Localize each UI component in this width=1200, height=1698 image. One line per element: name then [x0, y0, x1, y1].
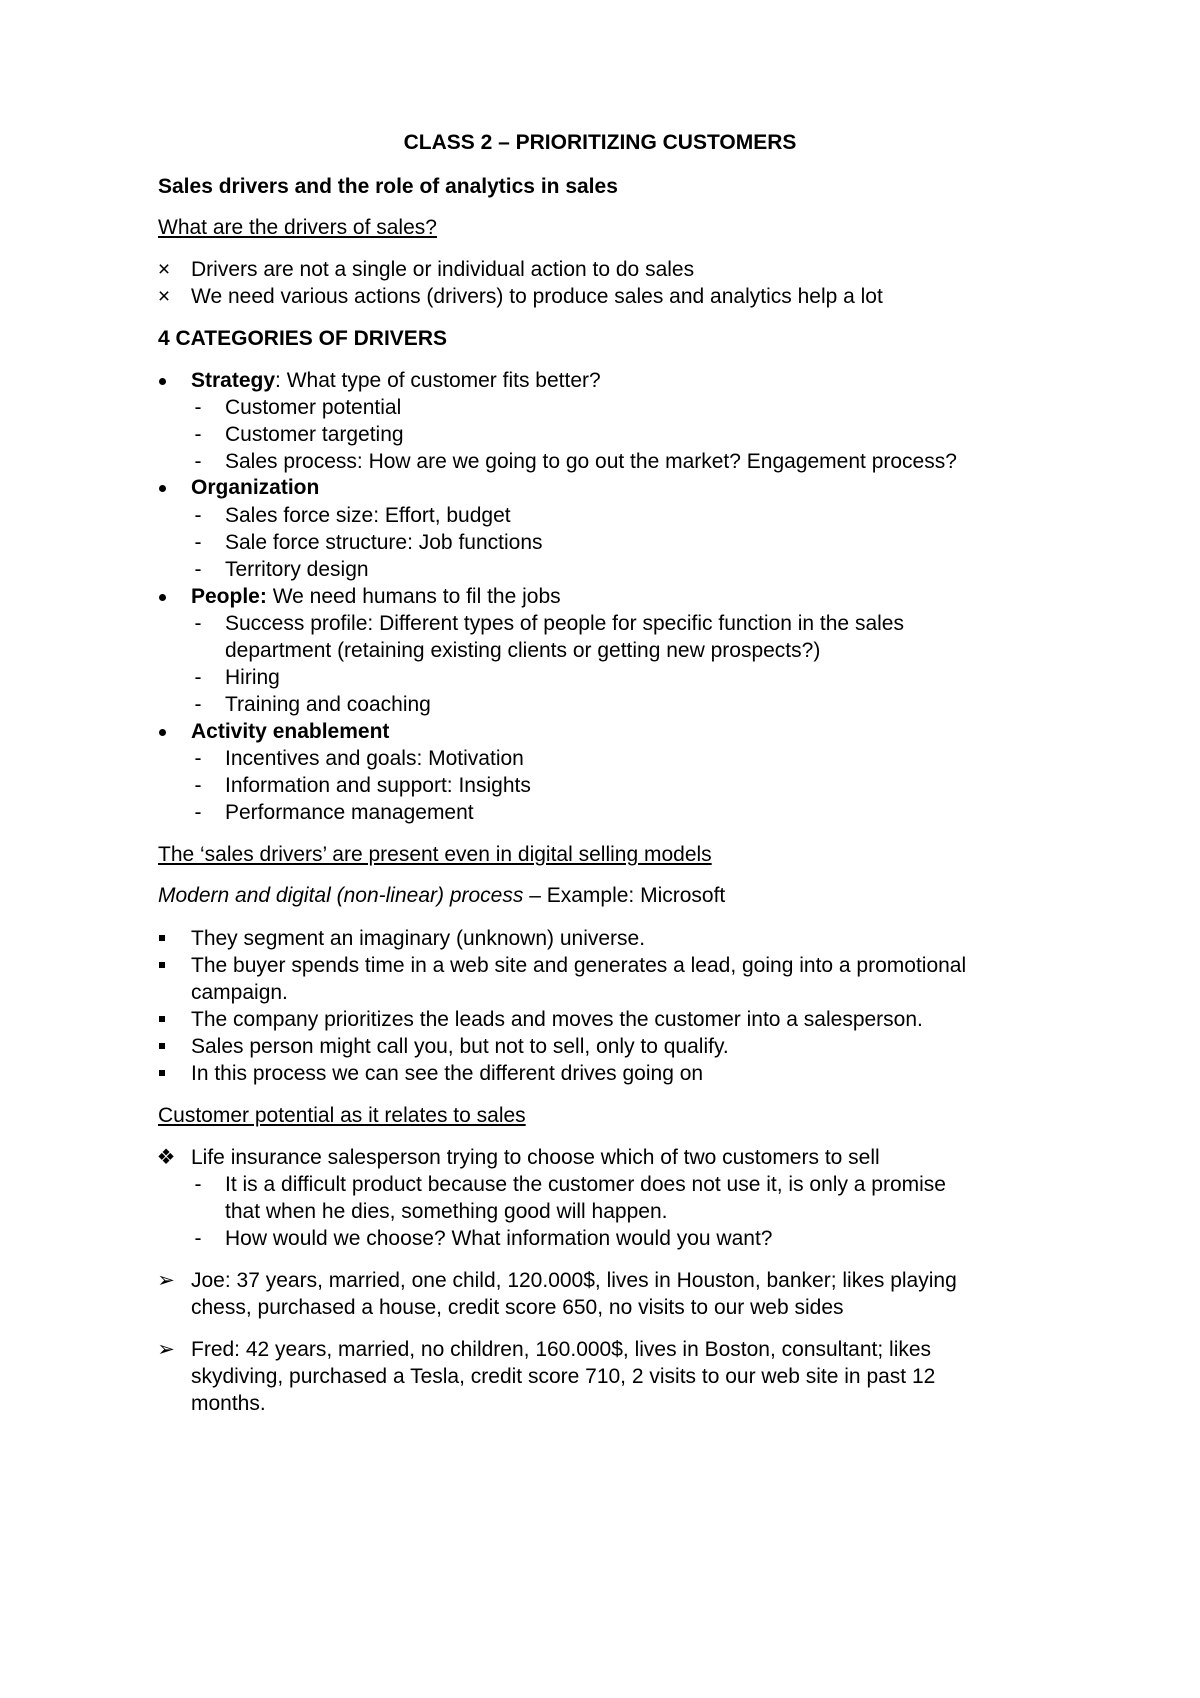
example-process: Modern and digital (non-linear) process — [158, 884, 524, 907]
dash-icon: - — [194, 1173, 202, 1196]
example-line — [158, 884, 725, 908]
round-bullet-icon — [159, 378, 166, 385]
x-bullet-icon: × — [157, 258, 171, 281]
section-heading-categories: 4 CATEGORIES OF DRIVERS — [158, 327, 447, 350]
sub-item: Performance management — [225, 801, 474, 824]
category-description: We need humans to fil the jobs — [266, 585, 561, 608]
dash-icon: - — [194, 612, 202, 635]
round-bullet-icon — [159, 594, 166, 601]
sub-item: Customer targeting — [225, 423, 404, 446]
sub-item: Information and support: Insights — [225, 774, 531, 797]
dash-icon: - — [194, 504, 202, 527]
example-company: – Example: Microsoft — [523, 884, 726, 907]
question-drivers-of-sales: What are the drivers of sales? — [158, 216, 437, 239]
customer-fred-continued: skydiving, purchased a Tesla, credit score 710, 2 visits to our web site in past 12 — [191, 1365, 936, 1388]
sub-item-continued: that when he dies, something good will happen. — [225, 1200, 668, 1223]
round-bullet-icon — [159, 729, 166, 736]
category-label: Strategy — [191, 369, 276, 392]
diamond-bullet-icon: ❖ — [156, 1146, 176, 1169]
list-item: Drivers are not a single or individual action to do sales — [191, 258, 695, 281]
dash-icon: - — [194, 774, 202, 797]
dash-icon: - — [194, 801, 202, 824]
sub-item: Sale force structure: Job functions — [225, 531, 543, 554]
customer-joe: Joe: 37 years, married, one child, 120.000$, lives in Houston, banker; likes playing — [191, 1269, 957, 1292]
page-title: CLASS 2 – PRIORITIZING CUSTOMERS — [403, 131, 797, 154]
section-heading-sales-drivers: Sales drivers and the role of analytics in sales — [158, 175, 618, 198]
customer-fred-continued: months. — [191, 1392, 266, 1415]
dash-icon: - — [194, 693, 202, 716]
dash-icon: - — [194, 747, 202, 770]
sub-item: It is a difficult product because the customer does not use it, is only a promise — [225, 1173, 946, 1196]
sub-item-continued: department (retaining existing clients or getting new prospects?) — [225, 639, 821, 662]
category-description: : What type of customer fits better? — [275, 369, 601, 392]
category-people — [191, 585, 561, 609]
dash-icon: - — [194, 1227, 202, 1250]
category-strategy — [191, 369, 601, 393]
list-item-continued: campaign. — [191, 981, 288, 1004]
list-item: We need various actions (drivers) to produce sales and analytics help a lot — [191, 285, 883, 308]
subheading-customer-potential: Customer potential as it relates to sales — [158, 1104, 526, 1127]
dash-icon: - — [194, 423, 202, 446]
dash-icon: - — [194, 450, 202, 473]
customer-fred: Fred: 42 years, married, no children, 160.000$, lives in Boston, consultant; likes — [191, 1338, 932, 1361]
x-bullet-icon: × — [157, 285, 171, 308]
sub-item: Sales force size: Effort, budget — [225, 504, 511, 527]
list-item: In this process we can see the different drives going on — [191, 1062, 704, 1085]
square-bullet-icon — [159, 1016, 165, 1022]
list-item: The buyer spends time in a web site and generates a lead, going into a promotional — [191, 954, 967, 977]
square-bullet-icon — [159, 962, 165, 968]
category-label: Activity enablement — [191, 720, 390, 743]
category-label: People: — [191, 585, 267, 608]
list-item: Life insurance salesperson trying to choose which of two customers to sell — [191, 1146, 880, 1169]
sub-item: Territory design — [225, 558, 369, 581]
category-label: Organization — [191, 476, 320, 499]
subheading-digital-selling: The ‘sales drivers’ are present even in digital selling models — [158, 843, 712, 866]
dash-icon: - — [194, 666, 202, 689]
sub-item: Sales process: How are we going to go out the market? Engagement process? — [225, 450, 957, 473]
dash-icon: - — [194, 531, 202, 554]
sub-item: Success profile: Different types of people for specific function in the sales — [225, 612, 904, 635]
list-item: The company prioritizes the leads and moves the customer into a salesperson. — [191, 1008, 923, 1031]
square-bullet-icon — [159, 1070, 165, 1076]
round-bullet-icon — [159, 485, 166, 492]
sub-item: Customer potential — [225, 396, 402, 419]
list-item: They segment an imaginary (unknown) universe. — [191, 927, 646, 950]
arrow-bullet-icon: ➢ — [157, 1338, 175, 1361]
category-organization — [191, 476, 319, 500]
arrow-bullet-icon: ➢ — [157, 1269, 175, 1292]
customer-joe-continued: chess, purchased a house, credit score 650, no visits to our web sides — [191, 1296, 844, 1319]
square-bullet-icon — [159, 1043, 165, 1049]
sub-item: Training and coaching — [225, 693, 431, 716]
dash-icon: - — [194, 396, 202, 419]
sub-item: How would we choose? What information would you want? — [225, 1227, 773, 1250]
dash-icon: - — [194, 558, 202, 581]
category-activity-enablement — [191, 720, 389, 744]
sub-item: Incentives and goals: Motivation — [225, 747, 524, 770]
sub-item: Hiring — [225, 666, 280, 689]
list-item: Sales person might call you, but not to sell, only to qualify. — [191, 1035, 729, 1058]
square-bullet-icon — [159, 935, 165, 941]
